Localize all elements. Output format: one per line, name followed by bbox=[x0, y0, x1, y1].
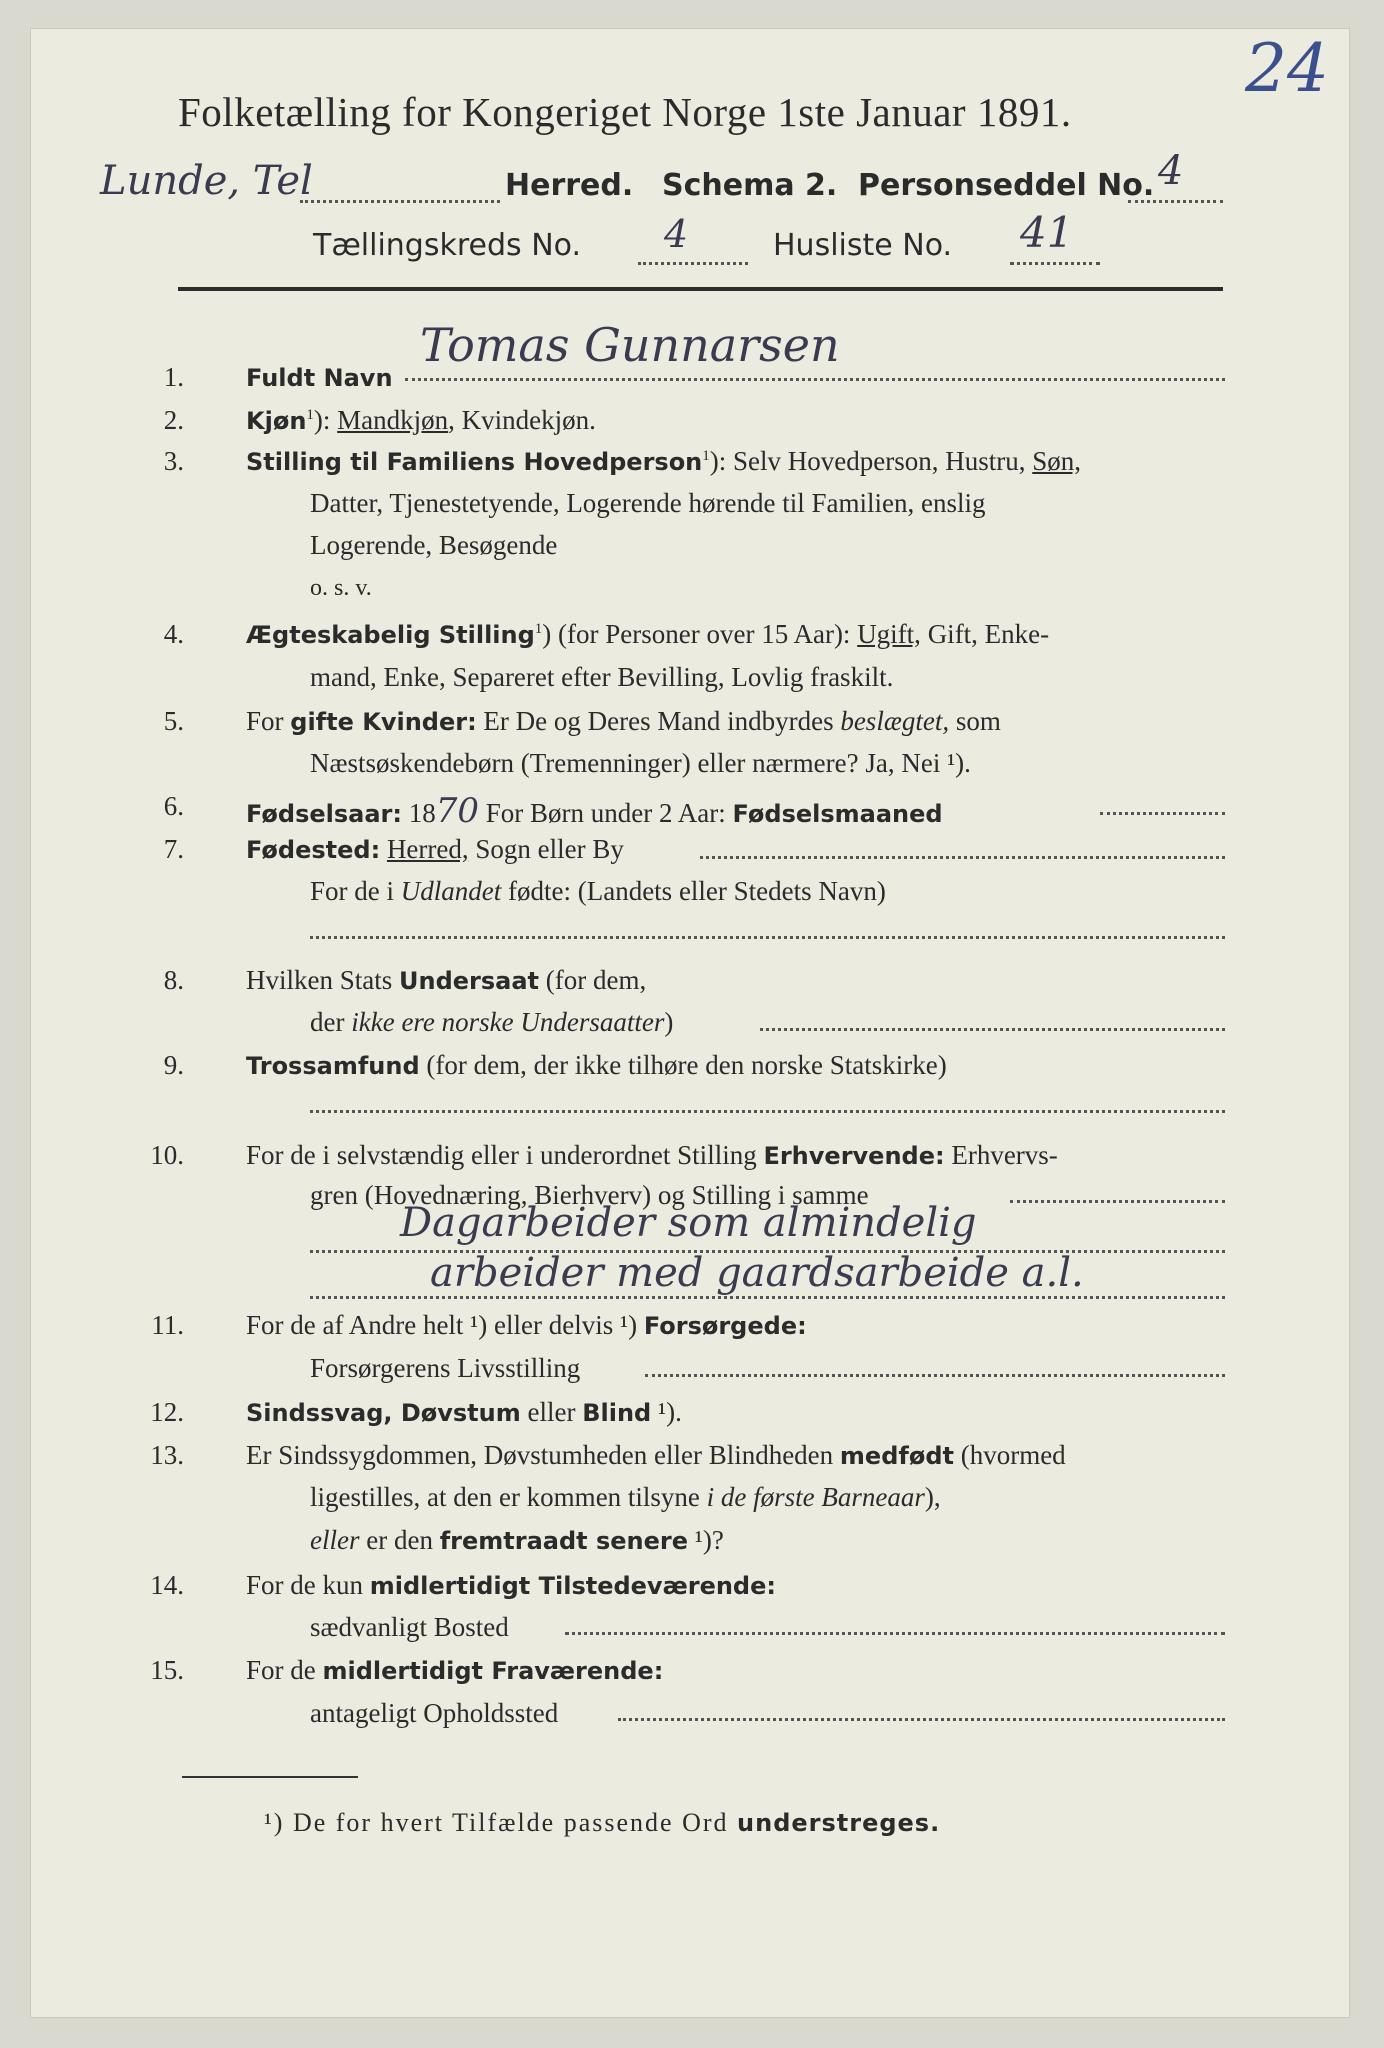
field-9-line1 bbox=[246, 1050, 947, 1081]
field-13-label: medfødt bbox=[839, 1442, 954, 1470]
field-8-dotline bbox=[760, 1028, 1225, 1031]
field-10-label: Erhvervende: bbox=[763, 1142, 945, 1170]
field-7-herred: Herred, bbox=[386, 834, 469, 864]
footnote-text: ¹) De for hvert Tilfælde passende Ord bbox=[264, 1808, 738, 1837]
field-11-label: Forsørgede: bbox=[643, 1312, 807, 1340]
field-4-line1 bbox=[246, 619, 1049, 650]
personseddel-number: 4 bbox=[1158, 148, 1184, 194]
field-3-options: ): Selv Hovedperson, Hustru, bbox=[709, 446, 1033, 476]
field-3-number: 3. bbox=[163, 446, 184, 476]
kreds-label: Tællingskreds No. bbox=[313, 228, 581, 263]
field-14-dotline bbox=[565, 1632, 1225, 1635]
field-13-eller: eller bbox=[310, 1525, 360, 1555]
field-10-dotline-1 bbox=[1010, 1200, 1225, 1203]
field-3-son: Søn, bbox=[1032, 446, 1082, 476]
field-14-label: midlertidigt Tilstedeværende: bbox=[369, 1572, 776, 1600]
field-2-number: 2. bbox=[163, 405, 184, 435]
field-6-rest: For Børn under 2 Aar: bbox=[479, 798, 733, 828]
field-10-number: 10. bbox=[150, 1140, 184, 1170]
field-3-sup: 1 bbox=[702, 448, 710, 464]
field-4-rest: Gift, Enke- bbox=[920, 619, 1050, 649]
field-13-line1 bbox=[246, 1440, 1066, 1471]
field-8-pre: Hvilken Stats bbox=[246, 965, 399, 995]
field-12-end: ¹). bbox=[651, 1397, 682, 1427]
header-rule bbox=[178, 287, 1223, 291]
footnote bbox=[264, 1808, 940, 1838]
field-15-pre: For de bbox=[246, 1655, 323, 1685]
field-13-label2: fremtraadt senere bbox=[439, 1527, 689, 1555]
field-10-line1 bbox=[246, 1140, 1058, 1171]
field-9-number: 9. bbox=[163, 1050, 184, 1080]
husliste-number: 41 bbox=[1020, 208, 1074, 257]
field-3-line3: Logerende, Besøgende bbox=[310, 530, 558, 560]
field-14-pre: For de kun bbox=[246, 1570, 370, 1600]
kreds-dotline bbox=[638, 262, 748, 265]
husliste-label: Husliste No. bbox=[773, 228, 953, 263]
field-6-year: 70 bbox=[435, 791, 480, 831]
field-13-pre: Er Sindssygdommen, Døvstumheden eller Blindheden bbox=[246, 1440, 840, 1470]
field-7-line2 bbox=[310, 876, 886, 907]
field-8-rest: (for dem, bbox=[539, 965, 647, 995]
field-13-l2a: ligestilles, at den er kommen tilsyne bbox=[310, 1482, 707, 1512]
field-7-udlandet: Udlandet bbox=[400, 876, 502, 906]
field-13-l3a: er den bbox=[359, 1525, 440, 1555]
field-15-line1 bbox=[246, 1655, 663, 1686]
field-4-label: Ægteskabelig Stilling bbox=[246, 621, 535, 649]
field-15-dotline bbox=[618, 1718, 1225, 1721]
field-7-dotline bbox=[700, 856, 1225, 859]
field-5-label: gifte Kvinder: bbox=[290, 708, 477, 736]
field-13-line3 bbox=[310, 1525, 724, 1556]
field-6-dotline bbox=[1100, 812, 1225, 815]
field-14-number: 14. bbox=[150, 1570, 184, 1600]
field-12-label: Sindssvag, Døvstum bbox=[246, 1399, 521, 1427]
field-13-italic: i de første Barneaar bbox=[706, 1482, 925, 1512]
field-12-number: 12. bbox=[150, 1397, 184, 1427]
place-handwritten: Lunde, Tel bbox=[100, 158, 313, 204]
field-2-kvindekjon: , Kvindekjøn. bbox=[448, 405, 596, 435]
field-2-sup: 1 bbox=[306, 407, 314, 423]
field-12-line bbox=[246, 1397, 682, 1428]
field-11-pre: For de af Andre helt ¹) eller delvis ¹) bbox=[246, 1310, 644, 1340]
field-7-number: 7. bbox=[163, 834, 184, 864]
field-6-label: Fødselsaar: bbox=[246, 800, 402, 828]
field-6-label2: Fødselsmaaned bbox=[732, 800, 943, 828]
field-4-sup: 1 bbox=[534, 621, 543, 637]
field-3-line4: o. s. v. bbox=[310, 575, 372, 601]
footnote-bold: understreges. bbox=[737, 1809, 941, 1837]
field-13-l3b: ¹)? bbox=[688, 1525, 724, 1555]
field-6-prefix: 18 bbox=[402, 798, 436, 828]
field-8-line2 bbox=[310, 1007, 673, 1038]
field-15-number: 15. bbox=[150, 1655, 184, 1685]
field-8-line1 bbox=[246, 965, 646, 996]
field-2-label: Kjøn bbox=[246, 407, 307, 435]
field-10-value-2: arbeider med gaardsarbeide a.l. bbox=[430, 1250, 1084, 1296]
field-13-rest: (hvormed bbox=[953, 1440, 1066, 1470]
field-12-label2: Blind bbox=[582, 1399, 652, 1427]
field-7-dotline-2 bbox=[310, 936, 1225, 939]
field-2-pre: ): bbox=[313, 405, 338, 435]
field-14-line2: sædvanligt Bosted bbox=[310, 1612, 509, 1642]
field-10-pre: For de i selvstændig eller i underordnet Stilling bbox=[246, 1140, 764, 1170]
field-10-dotline-3 bbox=[310, 1296, 1225, 1299]
field-11-dotline bbox=[645, 1374, 1225, 1377]
field-11-number: 11. bbox=[151, 1310, 184, 1340]
field-6-number: 6. bbox=[163, 791, 184, 821]
field-13-number: 13. bbox=[150, 1440, 184, 1470]
field-9-rest: (for dem, der ikke tilhøre den norske Statskirke) bbox=[419, 1050, 947, 1080]
field-14-line1 bbox=[246, 1570, 776, 1601]
field-7-line1 bbox=[246, 834, 624, 865]
field-3-line1 bbox=[246, 446, 1081, 477]
form-title: Folketælling for Kongeriget Norge 1ste Januar 1891. bbox=[178, 89, 1072, 135]
kreds-number: 4 bbox=[664, 212, 689, 256]
field-2-text bbox=[246, 405, 596, 436]
field-1-dotline bbox=[405, 378, 1225, 381]
field-8-l2b: ) bbox=[664, 1007, 674, 1037]
field-10-line2: gren (Hovednæring, Bierhverv) og Stilling i samme bbox=[310, 1180, 869, 1210]
field-10-rest: Erhvervs- bbox=[944, 1140, 1058, 1170]
field-8-italic: ikke ere norske Undersaatter bbox=[351, 1007, 665, 1037]
field-8-l2a: der bbox=[310, 1007, 352, 1037]
field-13-line2 bbox=[310, 1482, 941, 1513]
schema-label: Schema 2. bbox=[662, 168, 838, 203]
field-9-dotline bbox=[310, 1110, 1225, 1113]
field-4-pre: ) (for Personer over 15 Aar): bbox=[542, 619, 858, 649]
personseddel-dotline bbox=[1128, 200, 1223, 203]
field-5-som: som bbox=[949, 706, 1001, 736]
field-4-ugift: Ugift, bbox=[857, 619, 921, 649]
field-8-number: 8. bbox=[163, 965, 184, 995]
field-7-l2a: For de i bbox=[310, 876, 401, 906]
field-5-q: Er De og Deres Mand indbyrdes bbox=[476, 706, 841, 736]
field-5-line1 bbox=[246, 706, 1001, 737]
husliste-dotline bbox=[1010, 262, 1100, 265]
field-3-line2: Datter, Tjenestetyende, Logerende hørende til Familien, enslig bbox=[310, 488, 986, 518]
field-5-line2: Næstsøskendebørn (Tremenninger) eller nærmere? Ja, Nei ¹). bbox=[310, 748, 971, 778]
field-1-label: Fuldt Navn bbox=[246, 364, 393, 392]
field-7-l2b: fødte: (Landets eller Stedets Navn) bbox=[501, 876, 886, 906]
field-3-label: Stilling til Familiens Hovedperson bbox=[246, 448, 703, 476]
field-4-number: 4. bbox=[163, 619, 184, 649]
place-dotline bbox=[300, 200, 500, 203]
herred-label: Herred. bbox=[505, 168, 634, 203]
field-8-label: Undersaat bbox=[399, 967, 540, 995]
field-12-mid: eller bbox=[520, 1397, 583, 1427]
field-11-line2: Forsørgerens Livsstilling bbox=[310, 1353, 581, 1383]
field-1-value: Tomas Gunnarsen bbox=[420, 318, 840, 372]
field-6-line bbox=[246, 791, 943, 831]
field-9-label: Trossamfund bbox=[246, 1052, 420, 1080]
field-11-line1 bbox=[246, 1310, 807, 1341]
field-15-line2: antageligt Opholdssted bbox=[310, 1698, 559, 1728]
personseddel-label: Personseddel No. bbox=[858, 168, 1155, 203]
field-15-label: midlertidigt Fraværende: bbox=[322, 1657, 664, 1685]
footnote-rule bbox=[182, 1776, 358, 1778]
field-5-beslaegtet: beslægtet, bbox=[840, 706, 950, 736]
field-10-value-1: Dagarbeider som almindelig bbox=[400, 1200, 977, 1246]
field-13-l2b: ), bbox=[924, 1482, 941, 1512]
field-5-pre: For bbox=[246, 706, 291, 736]
field-2-mandkjon: Mandkjøn bbox=[337, 405, 449, 435]
field-5-number: 5. bbox=[163, 706, 184, 736]
field-1-number: 1. bbox=[163, 362, 184, 392]
page-number: 24 bbox=[1245, 30, 1329, 107]
field-4-line2: mand, Enke, Separeret efter Bevilling, Lovlig fraskilt. bbox=[310, 662, 894, 692]
field-7-rest: Sogn eller By bbox=[468, 834, 624, 864]
field-7-label: Fødested: bbox=[246, 836, 381, 864]
